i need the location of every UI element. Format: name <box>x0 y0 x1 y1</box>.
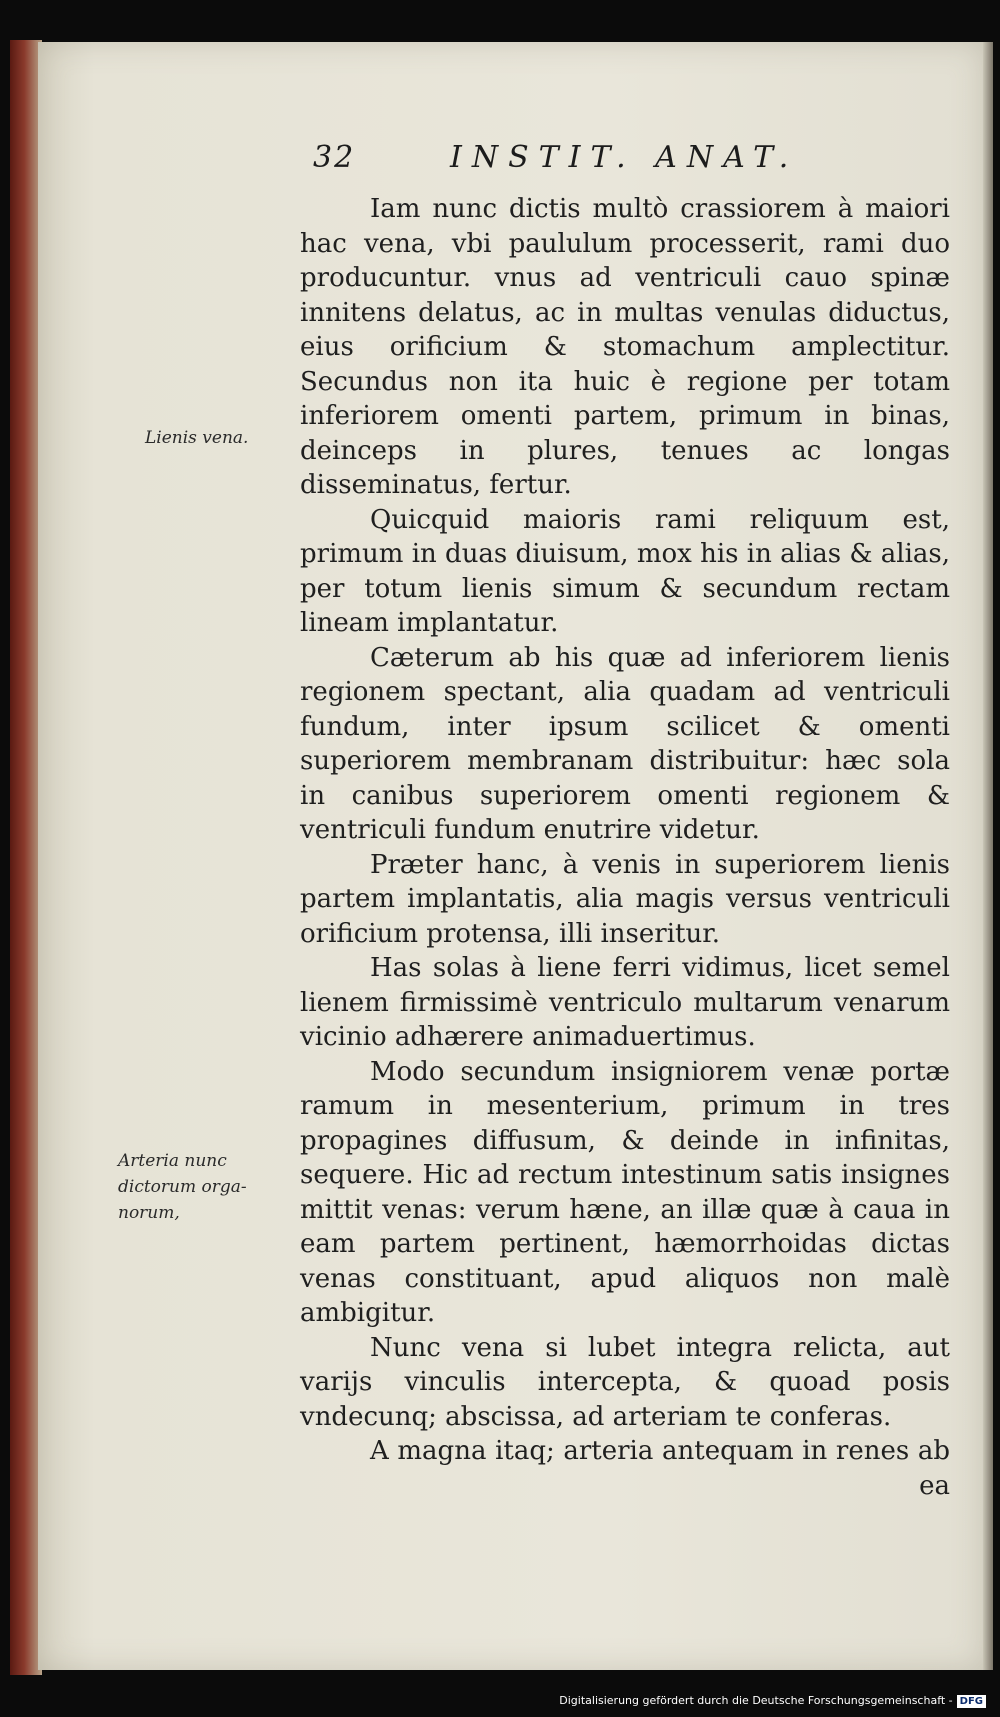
margin-note-arteria: Arteria nunc dictorum orga- norum, <box>118 1151 247 1223</box>
margin-note-lienis: Lienis vena. <box>145 428 249 448</box>
paragraph: Modo secundum insigniorem venæ portæ ramum in mesenterium, primum in tres propagines diffusum, & deinde in infinitas, sequere. Hic ad rectum intestinum satis insignes mittit venas: verum hæne, an illæ quæ à caua in eam partem pertinent, hæmorrhoidas dictas venas constituant, apud aliquos non malè ambigitur. <box>300 1056 950 1328</box>
paragraph: Cæterum ab his quæ ad inferiorem lienis regionem spectant, alia quadam ad ventriculi fundum, inter ipsum scilicet & omenti superiorem membranam distribuitur: hæc sola in canibus superiorem omenti regionem & ventriculi fundum enutrire videtur. <box>300 642 950 845</box>
paragraph: Præter hanc, à venis in superiorem lienis partem implantatis, alia magis versus ventriculi orificium protensa, illi inseritur. <box>300 849 950 949</box>
running-title: INSTIT. ANAT. <box>450 140 799 175</box>
page-number: 32 <box>313 140 356 175</box>
paragraph: Iam nunc dictis multò crassiorem à maiori hac vena, vbi paululum processerit, rami duo producuntur. vnus ad ventriculi cauo spinæ innitens delatus, ac in multas venulas diductus, eius orificium & stomachum amplectitur. Secundus non ita huic è regione per totam inferiorem omenti partem, primum in binas, deinceps in plures, tenues ac longas disseminatus, fertur. <box>300 194 950 500</box>
paragraph: Has solas à liene ferri vidimus, licet semel lienem firmissimè ventriculo multarum venarum vicinio adhærere animaduertimus. <box>300 953 950 1052</box>
paragraph: Quicquid maioris rami reliquum est, primum in duas diuisum, mox his in alias & alias, per totum lienis simum & secundum rectam lineam implantatur. <box>300 504 950 638</box>
book-edge-right <box>983 42 993 1670</box>
footer-credit: Digitalisierung gefördert durch die Deutsche Forschungsgemeinschaft - <box>559 1694 953 1707</box>
paragraph: Nunc vena si lubet integra relicta, aut varijs vinculis intercepta, & quoad posis vndecunq; abscissa, ad arteriam te conferas. <box>300 1332 950 1432</box>
digitization-footer <box>0 1694 986 1708</box>
body-text <box>300 192 950 1503</box>
paragraph: A magna itaq; arteria antequam in renes ab ea <box>370 1436 950 1501</box>
running-header <box>313 140 873 184</box>
dfg-logo: DFG <box>957 1695 986 1708</box>
